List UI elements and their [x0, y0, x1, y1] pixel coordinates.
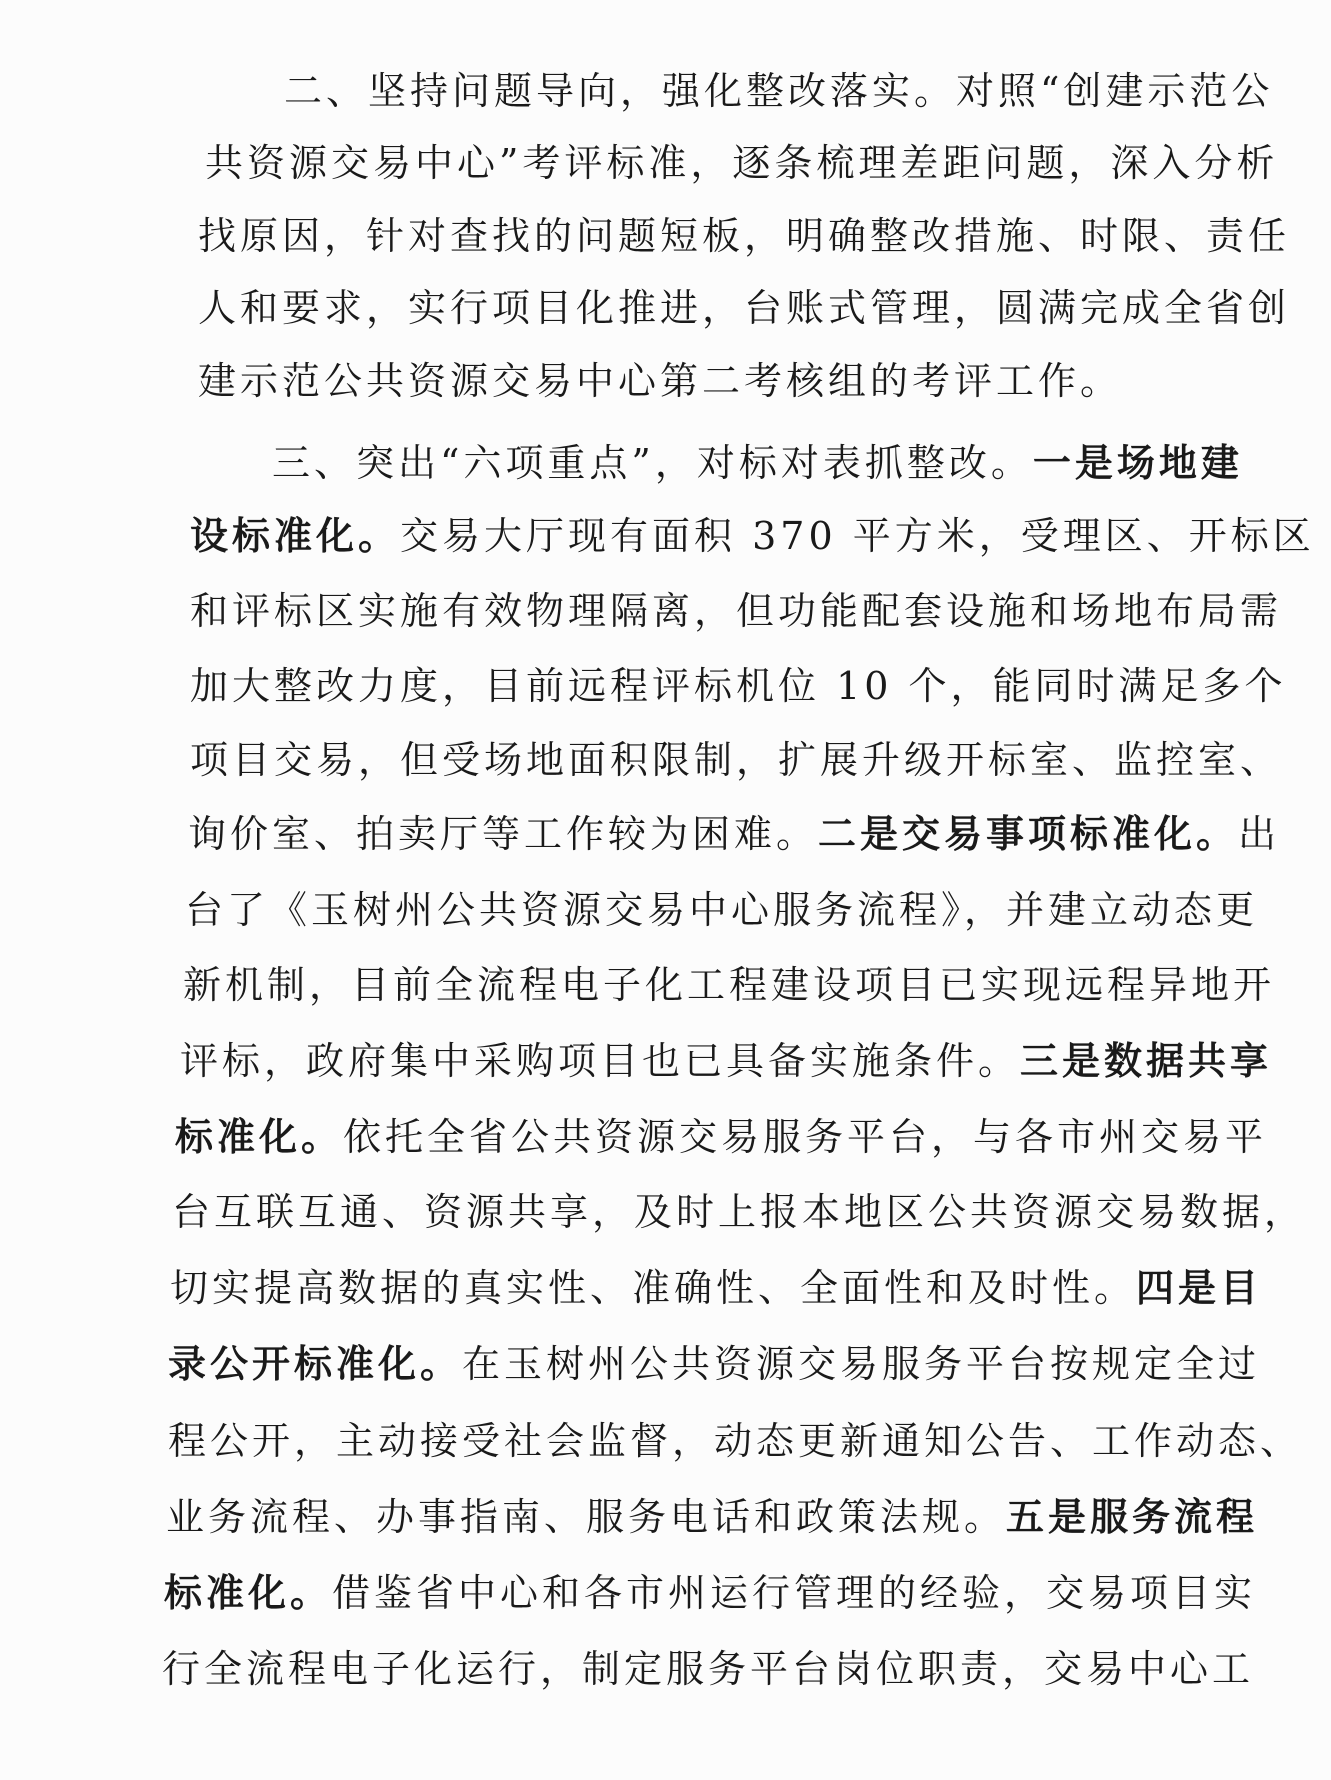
- bold-heading: 三是数据共享: [1020, 1038, 1273, 1083]
- bold-heading: 四是目: [1136, 1265, 1263, 1310]
- text-line: [190, 513, 1315, 559]
- text-line: 台互联互通、资源共享，及时上报本地区公共资源交易数据，: [172, 1190, 1307, 1234]
- text-run: 三、突出“六项重点”，对标对表抓整改。: [272, 441, 1033, 485]
- text-run: 评标，政府集中采购项目也已具备实施条件。: [180, 1039, 1021, 1083]
- text-line: 建示范公共资源交易中心第二考核组的考评工作。: [198, 359, 1123, 403]
- text-line: [164, 1570, 1256, 1616]
- text-line: 人和要求，实行项目化推进，台账式管理，圆满完成全省创: [198, 286, 1291, 330]
- text-line: 加大整改力度，目前远程评标机位 10 个，能同时满足多个: [190, 664, 1287, 708]
- bold-heading: 设标准化。: [190, 513, 401, 558]
- text-run: 切实提高数据的真实性、准确性、全面性和及时性。: [170, 1266, 1137, 1310]
- text-line: 共资源交易中心”考评标准，逐条梳理差距问题，深入分析: [205, 141, 1279, 185]
- text-line: [175, 1114, 1267, 1160]
- bold-heading: 标准化。: [175, 1114, 344, 1159]
- bold-heading: 录公开标准化。: [168, 1341, 463, 1386]
- text-run: 出: [1238, 812, 1281, 856]
- text-line: [170, 1265, 1262, 1311]
- text-run: 在玉树州公共资源交易服务平台按规定全过: [462, 1342, 1261, 1386]
- text-run: 业务流程、办事指南、服务电话和政策法规。: [166, 1495, 1007, 1539]
- text-run: 借鉴省中心和各市州运行管理的经验，交易项目实: [332, 1571, 1257, 1615]
- text-line: 二、坚持问题导向，强化整改落实。对照“创建示范公: [284, 69, 1274, 113]
- text-run: 询价室、拍卖厅等工作较为困难。: [188, 812, 819, 856]
- text-line: 和评标区实施有效物理隔离，但功能配套设施和场地布局需: [190, 589, 1283, 633]
- text-line: 找原因，针对查找的问题短板，明确整改措施、时限、责任: [198, 214, 1291, 258]
- text-line: 行全流程电子化运行，制定服务平台岗位职责，交易中心工: [162, 1647, 1255, 1691]
- text-line: [272, 440, 1243, 486]
- text-run: 依托全省公共资源交易服务平台，与各市州交易平: [343, 1115, 1268, 1159]
- text-line: 项目交易，但受场地面积限制，扩展升级开标室、监控室、: [190, 738, 1283, 782]
- text-line: [188, 811, 1280, 857]
- bold-heading: 标准化。: [164, 1570, 333, 1615]
- text-line: 新机制，目前全流程电子化工程建设项目已实现远程异地开: [183, 963, 1276, 1007]
- bold-heading: 一是场地建: [1032, 440, 1243, 485]
- bold-heading: 五是服务流程: [1006, 1494, 1259, 1539]
- bold-heading: 二是交易事项标准化。: [818, 811, 1239, 856]
- text-line: [180, 1038, 1272, 1084]
- text-run: 交易大厅现有面积 370 平方米，受理区、开标区: [400, 514, 1315, 558]
- text-line: 台了《玉树州公共资源交易中心服务流程》，并建立动态更: [185, 888, 1259, 932]
- text-line: [166, 1494, 1258, 1540]
- text-line: [168, 1341, 1260, 1387]
- text-line: 程公开，主动接受社会监督，动态更新通知公告、工作动态、: [168, 1419, 1303, 1463]
